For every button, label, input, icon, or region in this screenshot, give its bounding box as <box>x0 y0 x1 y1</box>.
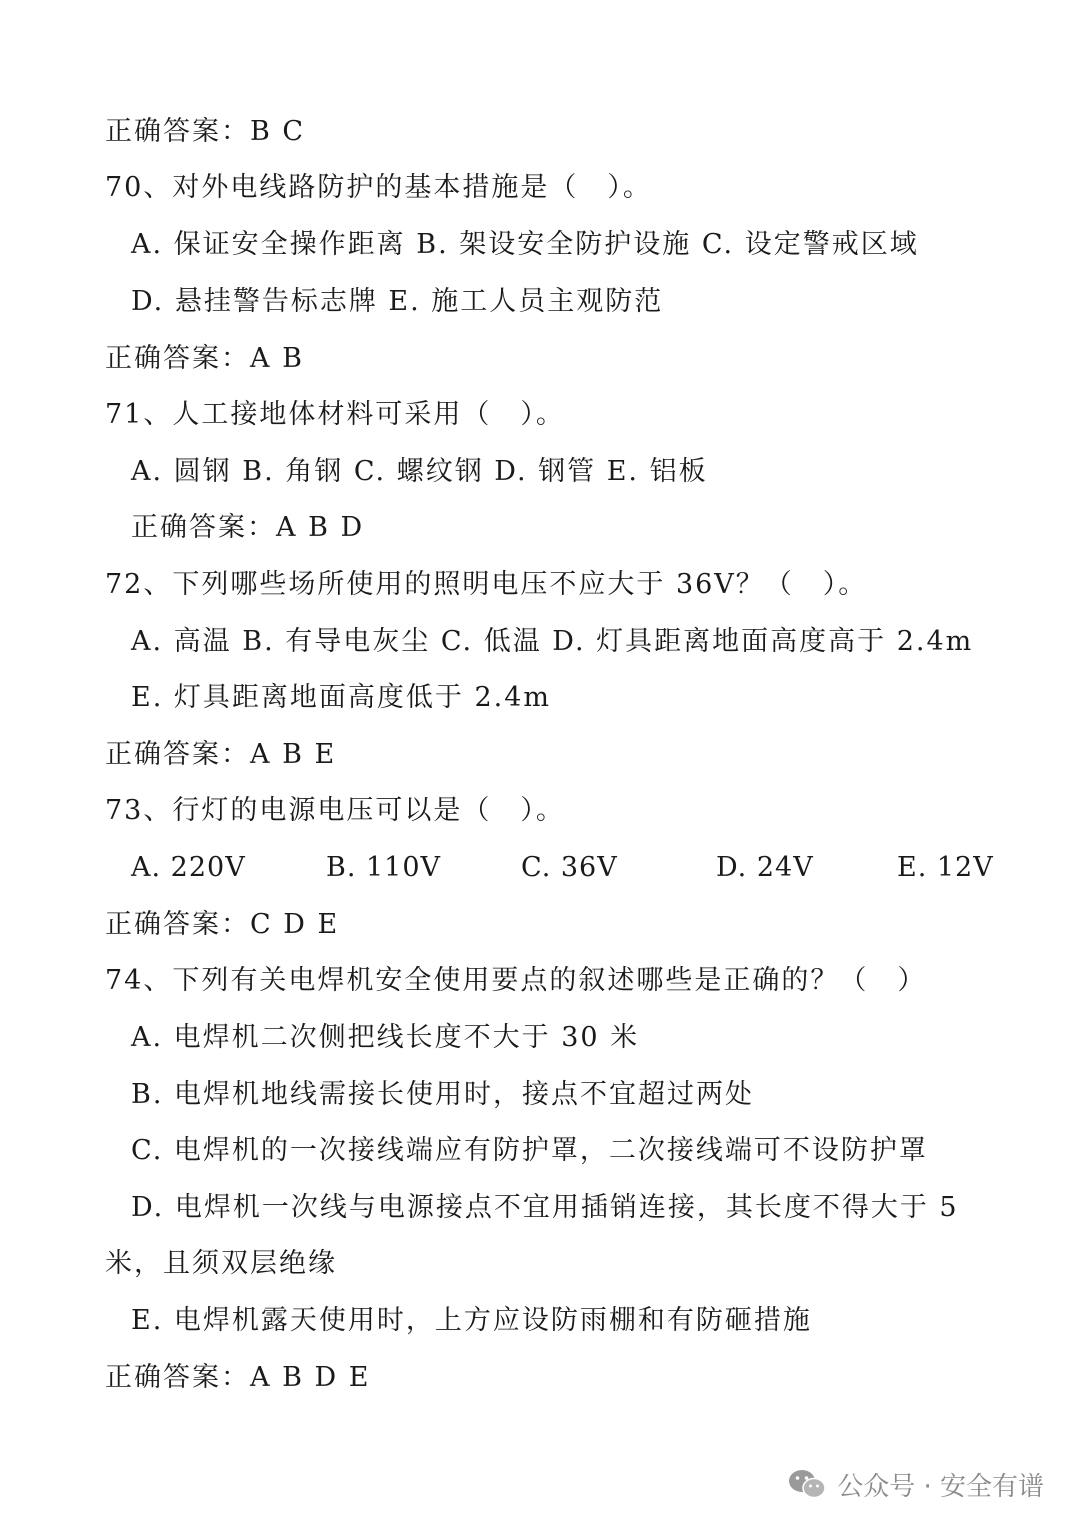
q72-options-line-2: E. 灯具距离地面高度低于 2.4m <box>131 682 551 713</box>
q70-options-line-2: D. 悬挂警告标志牌 E. 施工人员主观防范 <box>131 286 664 317</box>
answer-73: 正确答案：C D E <box>105 909 340 940</box>
q74-option-c: C. 电焊机的一次接线端应有防护罩，二次接线端可不设防护罩 <box>131 1135 928 1166</box>
watermark-text: 公众号 · 安全有谱 <box>837 1471 1044 1502</box>
question-72: 72、下列哪些场所使用的照明电压不应大于 36V？（ ）。 <box>105 569 868 600</box>
answer-71: 正确答案：A B D <box>131 512 365 543</box>
q70-options-line-1: A. 保证安全操作距离 B. 架设安全防护设施 C. 设定警戒区域 <box>131 229 919 260</box>
answer-72: 正确答案：A B E <box>105 739 337 770</box>
q71-options: A. 圆钢 B. 角钢 C. 螺纹钢 D. 钢管 E. 铝板 <box>131 456 708 487</box>
q73-option-a: A. 220V <box>131 852 246 883</box>
q74-option-d: D. 电焊机一次线与电源接点不宜用插销连接，其长度不得大于 5 <box>131 1192 959 1223</box>
answer-69: 正确答案：B C <box>105 116 306 147</box>
answer-70: 正确答案：A B <box>105 343 304 374</box>
q72-options-line-1: A. 高温 B. 有导电灰尘 C. 低温 D. 灯具距离地面高度高于 2.4m <box>131 626 974 657</box>
answer-74: 正确答案：A B D E <box>105 1362 371 1393</box>
wechat-icon <box>787 1467 827 1501</box>
question-74: 74、下列有关电焊机安全使用要点的叙述哪些是正确的？（ ） <box>105 965 927 996</box>
q73-option-e: E. 12V <box>897 852 994 883</box>
q73-option-d: D. 24V <box>716 852 814 883</box>
q74-option-b: B. 电焊机地线需接长使用时，接点不宜超过两处 <box>131 1079 755 1110</box>
watermark <box>787 1462 1044 1506</box>
q74-option-e: E. 电焊机露天使用时，上方应设防雨棚和有防砸措施 <box>131 1305 812 1336</box>
q73-option-c: C. 36V <box>521 852 618 883</box>
q74-option-a: A. 电焊机二次侧把线长度不大于 30 米 <box>131 1022 640 1053</box>
question-73: 73、行灯的电源电压可以是（ ）。 <box>105 795 565 826</box>
question-70: 70、对外电线路防护的基本措施是（ ）。 <box>105 172 652 203</box>
question-71: 71、人工接地体材料可采用（ ）。 <box>105 399 565 430</box>
q73-option-b: B. 110V <box>326 852 442 883</box>
q74-option-d-continued: 米，且须双层绝缘 <box>105 1248 337 1279</box>
